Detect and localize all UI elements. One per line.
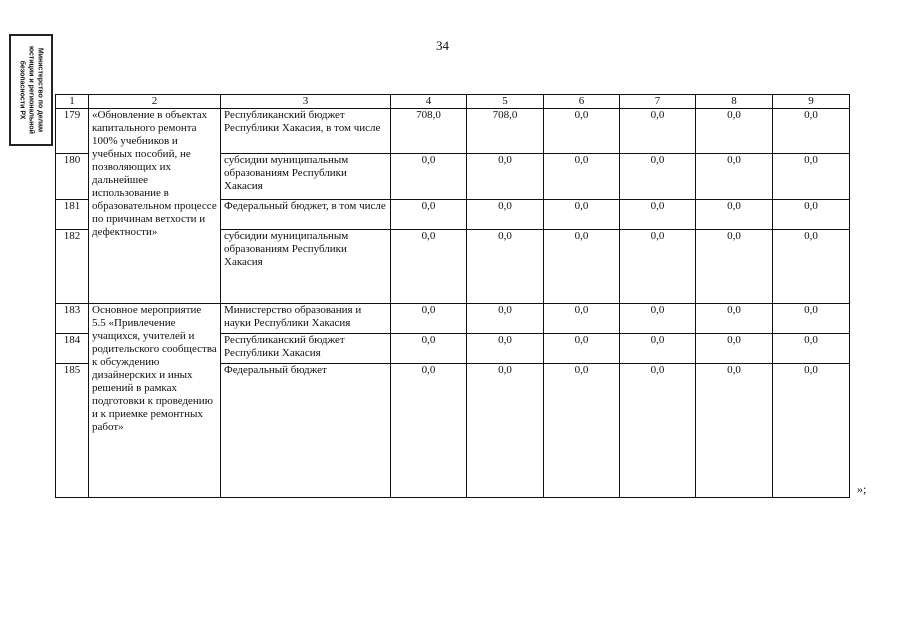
value-cell: 0,0 bbox=[620, 364, 696, 498]
table-row bbox=[56, 304, 850, 334]
funding-source: Республиканский бюджет Республики Хакасия bbox=[221, 334, 391, 364]
value-cell: 708,0 bbox=[391, 109, 467, 154]
value-cell: 0,0 bbox=[773, 334, 850, 364]
header-cell: 7 bbox=[620, 95, 696, 109]
row-number: 181 bbox=[56, 200, 89, 230]
value-cell: 0,0 bbox=[467, 154, 544, 200]
value-cell: 0,0 bbox=[620, 230, 696, 304]
header-cell: 5 bbox=[467, 95, 544, 109]
table-row bbox=[56, 109, 850, 154]
funding-source: Республиканский бюджет Республики Хакасия, в том числе bbox=[221, 109, 391, 154]
value-cell: 0,0 bbox=[391, 304, 467, 334]
funding-source: Федеральный бюджет, в том числе bbox=[221, 200, 391, 230]
row-number: 179 bbox=[56, 109, 89, 154]
value-cell: 0,0 bbox=[773, 154, 850, 200]
activity-description: Основное мероприятие 5.5 «Привлечение учащихся, учителей и родительского сообщества к обсуждению дизайнерских и иных решений в рамках подготовки к проведению и к приемке ремонтных работ» bbox=[89, 304, 221, 498]
value-cell: 0,0 bbox=[696, 304, 773, 334]
value-cell: 0,0 bbox=[620, 109, 696, 154]
value-cell: 0,0 bbox=[620, 200, 696, 230]
value-cell: 0,0 bbox=[467, 200, 544, 230]
page-number: 34 bbox=[436, 38, 449, 53]
value-cell: 0,0 bbox=[544, 230, 620, 304]
activity-description: «Обновление в объектах капитального ремонта 100% учебников и учебных пособий, не позволяющих их дальнейшее использование в образовательном процессе по причинам ветхости и дефектности» bbox=[89, 109, 221, 304]
funding-source: Федеральный бюджет bbox=[221, 364, 391, 498]
value-cell: 0,0 bbox=[544, 304, 620, 334]
value-cell: 0,0 bbox=[773, 304, 850, 334]
value-cell: 0,0 bbox=[620, 304, 696, 334]
table-header-row bbox=[56, 95, 850, 109]
value-cell: 0,0 bbox=[544, 364, 620, 498]
value-cell: 0,0 bbox=[391, 364, 467, 498]
value-cell: 0,0 bbox=[467, 334, 544, 364]
value-cell: 0,0 bbox=[696, 200, 773, 230]
value-cell: 0,0 bbox=[391, 230, 467, 304]
value-cell: 0,0 bbox=[467, 304, 544, 334]
header-cell: 3 bbox=[221, 95, 391, 109]
value-cell: 0,0 bbox=[391, 200, 467, 230]
header-cell: 2 bbox=[89, 95, 221, 109]
value-cell: 0,0 bbox=[773, 200, 850, 230]
value-cell: 0,0 bbox=[620, 154, 696, 200]
value-cell: 0,0 bbox=[773, 364, 850, 498]
row-number: 182 bbox=[56, 230, 89, 304]
header-cell: 6 bbox=[544, 95, 620, 109]
header-cell: 9 bbox=[773, 95, 850, 109]
header-cell: 1 bbox=[56, 95, 89, 109]
value-cell: 0,0 bbox=[696, 109, 773, 154]
funding-source: субсидии муниципальным образованиям Республики Хакасия bbox=[221, 230, 391, 304]
stamp-text: Министерство по делам юстиции и региональной безопасности РХ bbox=[18, 46, 44, 134]
value-cell: 0,0 bbox=[773, 109, 850, 154]
value-cell: 0,0 bbox=[696, 154, 773, 200]
budget-table bbox=[55, 94, 850, 498]
value-cell: 708,0 bbox=[467, 109, 544, 154]
value-cell: 0,0 bbox=[467, 364, 544, 498]
value-cell: 0,0 bbox=[620, 334, 696, 364]
header-cell: 8 bbox=[696, 95, 773, 109]
value-cell: 0,0 bbox=[696, 334, 773, 364]
value-cell: 0,0 bbox=[696, 230, 773, 304]
value-cell: 0,0 bbox=[544, 109, 620, 154]
row-number: 185 bbox=[56, 364, 89, 498]
value-cell: 0,0 bbox=[467, 230, 544, 304]
value-cell: 0,0 bbox=[696, 364, 773, 498]
value-cell: 0,0 bbox=[773, 230, 850, 304]
closing-quote-mark: »; bbox=[857, 482, 867, 496]
value-cell: 0,0 bbox=[391, 334, 467, 364]
funding-source: субсидии муниципальным образованиям Республики Хакасия bbox=[221, 154, 391, 200]
header-cell: 4 bbox=[391, 95, 467, 109]
value-cell: 0,0 bbox=[544, 200, 620, 230]
funding-source: Министерство образования и науки Республики Хакасия bbox=[221, 304, 391, 334]
value-cell: 0,0 bbox=[544, 334, 620, 364]
official-stamp bbox=[9, 34, 53, 146]
value-cell: 0,0 bbox=[544, 154, 620, 200]
row-number: 183 bbox=[56, 304, 89, 334]
row-number: 180 bbox=[56, 154, 89, 200]
row-number: 184 bbox=[56, 334, 89, 364]
value-cell: 0,0 bbox=[391, 154, 467, 200]
